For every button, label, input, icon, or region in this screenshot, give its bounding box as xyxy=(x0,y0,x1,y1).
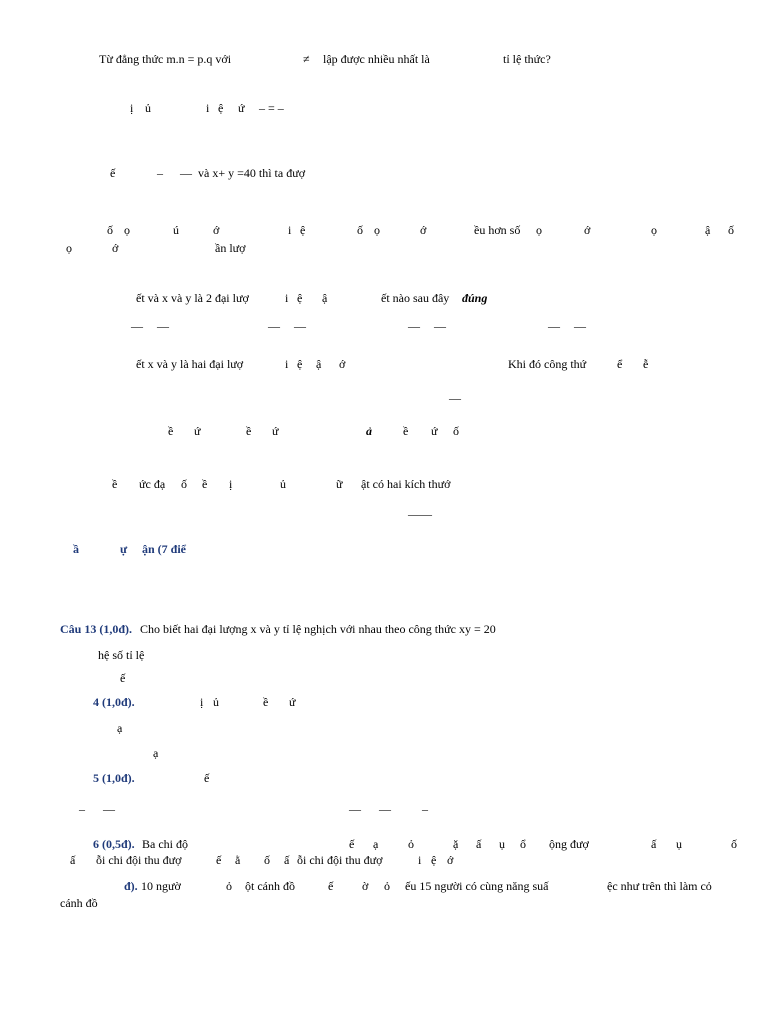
text-fragment: ấ xyxy=(651,837,657,851)
text-fragment: ị xyxy=(200,695,204,709)
not-equal-symbol: ≠ xyxy=(303,52,310,66)
text-fragment: i xyxy=(418,853,422,867)
text-fragment: ấ xyxy=(70,853,76,867)
text-fragment: ằ xyxy=(235,853,241,867)
text-fragment: ạ xyxy=(117,721,123,735)
text-fragment: ứ xyxy=(431,424,438,438)
text-fragment: ớ xyxy=(447,853,454,867)
text-fragment: lập được nhiều nhất là xyxy=(323,52,430,66)
text-fragment: ột cánh đồ xyxy=(245,879,295,893)
text-fragment: ớ xyxy=(213,223,220,237)
section-heading-fragment: ự xyxy=(120,542,128,556)
fraction-bar: — xyxy=(434,319,446,333)
text-fragment: ú xyxy=(173,223,179,237)
text-fragment: và x+ y =40 thì ta đượ xyxy=(198,166,306,180)
text-fragment: ặ xyxy=(453,837,459,851)
text-fragment: ị xyxy=(130,101,134,115)
fraction-bar: — xyxy=(449,391,461,405)
section-heading-fragment: ận (7 điể xyxy=(142,542,187,556)
text-fragment: ạ xyxy=(153,746,159,760)
text-fragment: ổ xyxy=(520,837,526,851)
text-fragment: Từ đẳng thức m.n = p.q với xyxy=(99,52,232,66)
text-fragment: ậ xyxy=(705,223,711,237)
text-fragment: ậ xyxy=(322,291,328,305)
text-fragment: ề xyxy=(168,424,174,438)
text-fragment: ọ xyxy=(374,223,380,237)
question-16-label: 6 (0,5đ). xyxy=(93,837,135,851)
question-17-text: 10 ngườ xyxy=(141,879,181,893)
text-fragment: hệ số tỉ lệ xyxy=(98,648,145,662)
question-15-label: 5 (1,0đ). xyxy=(93,771,135,785)
text-fragment: ậ xyxy=(316,357,322,371)
text-fragment: ứ xyxy=(238,101,245,115)
text-fragment: ế xyxy=(328,879,334,893)
text-fragment: ệ xyxy=(218,101,224,115)
section-heading-fragment: ầ xyxy=(73,542,79,556)
text-fragment: ỗi chi đội thu đượ xyxy=(297,853,383,867)
text-fragment: i xyxy=(206,101,210,115)
text-fragment: ọ xyxy=(651,223,657,237)
text-fragment: i xyxy=(288,223,292,237)
text-fragment: ết và x và y là 2 đại lượ xyxy=(136,291,249,305)
text-fragment: ế xyxy=(120,671,126,685)
text-fragment: ệ xyxy=(297,291,303,305)
text-fragment: ụ xyxy=(499,837,505,851)
question-13-text: Cho biết hai đại lượng x và y tỉ lệ nghịch với nhau theo công thức xy = 20 xyxy=(140,622,496,636)
text-fragment: i xyxy=(285,357,289,371)
emphasis-word: đúng xyxy=(462,291,488,305)
text-fragment: ớ xyxy=(112,241,119,255)
text-fragment: ều hơn số xyxy=(474,223,521,237)
text-fragment: Khi đó công thứ xyxy=(508,357,587,371)
text-fragment: ố xyxy=(264,853,270,867)
question-16-text: Ba chi độ xyxy=(142,837,188,851)
text-fragment: ọ xyxy=(124,223,130,237)
text-fragment: ủ xyxy=(280,477,286,491)
text-fragment: ố xyxy=(728,223,734,237)
fraction-bar: — xyxy=(408,319,420,333)
text-fragment: ần lượ xyxy=(215,241,246,255)
text-fragment: ữ xyxy=(336,477,343,491)
text-fragment: ủ xyxy=(145,101,151,115)
text-fragment: ọ xyxy=(66,241,72,255)
text-fragment: ạ xyxy=(373,837,379,851)
text-fragment: ố xyxy=(453,424,459,438)
fraction-bar: — xyxy=(131,319,143,333)
formula-fragment: — xyxy=(180,166,192,180)
text-fragment: ỏ xyxy=(226,879,232,893)
text-fragment: ế xyxy=(349,837,355,851)
question-17-label: đ). xyxy=(124,879,138,893)
question-14-label: 4 (1,0đ). xyxy=(93,695,135,709)
text-fragment: ế xyxy=(110,166,116,180)
text-fragment: ố xyxy=(357,223,363,237)
text-fragment: ứ xyxy=(272,424,279,438)
text-fragment: ật có hai kích thướ xyxy=(361,477,451,491)
formula-fragment: – xyxy=(422,802,428,816)
text-fragment: ể xyxy=(617,357,623,371)
text-fragment: ọ xyxy=(536,223,542,237)
fraction-bar: —— xyxy=(408,507,432,521)
text-fragment: ộng đượ xyxy=(549,837,589,851)
text-fragment: ề xyxy=(246,424,252,438)
text-fragment: ệc như trên thì làm cỏ xyxy=(607,879,712,893)
text-fragment: ố xyxy=(181,477,187,491)
text-fragment: ết nào sau đây xyxy=(381,291,450,305)
formula-fragment: – xyxy=(79,802,85,816)
text-fragment: ớ xyxy=(584,223,591,237)
text-fragment: ế xyxy=(204,771,210,785)
text-fragment: ớ xyxy=(339,357,346,371)
text-fragment: ếu 15 người có cùng năng suấ xyxy=(405,879,549,893)
text-fragment: ấ xyxy=(476,837,482,851)
formula-fragment: — xyxy=(103,802,115,816)
text-fragment: ết x và y là hai đại lượ xyxy=(136,357,244,371)
text-fragment: ề xyxy=(202,477,208,491)
text-fragment: ế xyxy=(216,853,222,867)
emphasis-letter: ả xyxy=(366,424,372,438)
text-fragment: ố xyxy=(731,837,737,851)
text-fragment: tỉ lệ thức? xyxy=(503,52,551,66)
formula-fragment: – xyxy=(157,166,163,180)
text-fragment: ủ xyxy=(213,695,219,709)
fraction-bar: — xyxy=(268,319,280,333)
text-fragment: ụ xyxy=(676,837,682,851)
fraction-bar: — xyxy=(294,319,306,333)
text-fragment: ờ xyxy=(362,879,369,893)
formula-fragment: — xyxy=(379,802,391,816)
text-fragment: ệ xyxy=(297,357,303,371)
formula-fragment: – = – xyxy=(259,101,284,115)
text-fragment: ứ xyxy=(289,695,296,709)
text-fragment: ệ xyxy=(431,853,437,867)
text-fragment: ề xyxy=(112,477,118,491)
text-fragment: i xyxy=(285,291,289,305)
fraction-bar: — xyxy=(574,319,586,333)
text-fragment: ứ xyxy=(194,424,201,438)
text-fragment: ớ xyxy=(420,223,427,237)
formula-fragment: — xyxy=(349,802,361,816)
text-fragment: ức đạ xyxy=(139,477,166,491)
text-fragment: ấ xyxy=(284,853,290,867)
text-fragment: ỏ xyxy=(408,837,414,851)
text-fragment: ề xyxy=(403,424,409,438)
text-fragment: ệ xyxy=(300,223,306,237)
text-fragment: ễ xyxy=(643,357,649,371)
fraction-bar: — xyxy=(157,319,169,333)
text-fragment: ỏ xyxy=(384,879,390,893)
question-13-label: Câu 13 (1,0đ). xyxy=(60,622,133,636)
text-fragment: ị xyxy=(229,477,233,491)
text-fragment: cánh đồ xyxy=(60,896,98,910)
text-fragment: ố xyxy=(107,223,113,237)
text-fragment: ề xyxy=(263,695,269,709)
text-fragment: ỗi chi đội thu đượ xyxy=(96,853,182,867)
fraction-bar: — xyxy=(548,319,560,333)
